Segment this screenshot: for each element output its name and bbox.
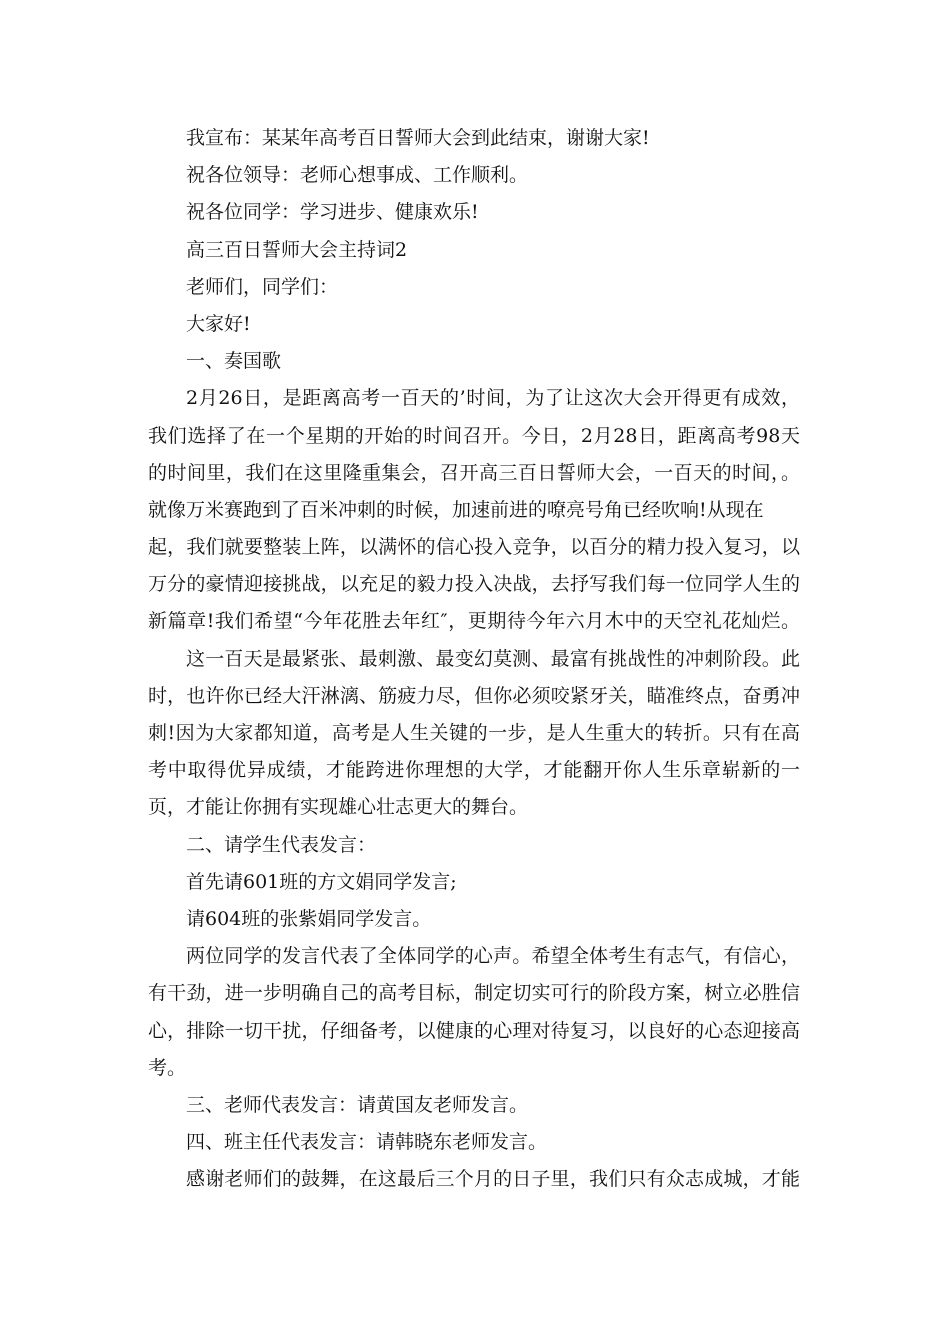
text-line: 二、请学生代表发言： <box>186 833 377 856</box>
text-line: 请604班的张紫娟同学发言。 <box>186 907 432 930</box>
text-line: 考中取得优异成绩，才能跨进你理想的大学，才能翻开你人生乐章崭新的一 <box>148 759 800 782</box>
text-line: 这一百天是最紧张、最刺激、最变幻莫测、最富有挑战性的冲刺阶段。此 <box>186 647 800 670</box>
text-line: 2月26日，是距离高考一百天的’时间，为了让这次大会开得更有成效， <box>186 387 800 410</box>
text-line: 祝各位领导：老师心想事成、工作顺利。 <box>186 164 529 187</box>
text-line: 两位同学的发言代表了全体同学的心声。希望全体考生有志气，有信心， <box>186 945 800 968</box>
text-line: 首先请601班的方文娟同学发言; <box>186 870 457 893</box>
text-line: 起，我们就要整装上阵，以满怀的信心投入竞争，以百分的精力投入复习，以 <box>148 536 800 559</box>
text-line: 有干劲，进一步明确自己的高考目标，制定切实可行的阶段方案，树立必胜信 <box>148 982 800 1005</box>
text-line: 时，也许你已经大汗淋漓、筋疲力尽，但你必须咬紧牙关，瞄准终点，奋勇冲 <box>148 684 800 707</box>
text-line: 我宣布：某某年高考百日誓师大会到此结束，谢谢大家! <box>186 127 650 149</box>
text-line: 四、班主任代表发言：请韩晓东老师发言。 <box>186 1131 548 1154</box>
text-line: 的时间里，我们在这里隆重集会，召开高三百日誓师大会，一百天的时间，。 <box>148 461 800 484</box>
text-line: 老师们，同学们： <box>186 275 339 298</box>
text-line: 三、老师代表发言：请黄国友老师发言。 <box>186 1093 529 1116</box>
text-line: 新篇章!我们希望“今年花胜去年红″，更期待今年六月木中的天空礼花灿烂。 <box>148 610 800 633</box>
text-line: 感谢老师们的鼓舞，在这最后三个月的日子里，我们只有众志成城，才能 <box>186 1168 800 1191</box>
text-line: 就像万米赛跑到了百米冲刺的时候，加速前进的嘹亮号角已经吹响!从现在 <box>148 498 764 521</box>
text-line: 大家好! <box>186 312 251 335</box>
text-line: 刺!因为大家都知道，高考是人生关键的一步，是人生重大的转折。只有在高 <box>148 722 800 744</box>
text-line: 祝各位同学：学习进步、健康欢乐! <box>186 201 479 224</box>
text-line: 一、奏国歌 <box>186 350 282 373</box>
text-line: 页，才能让你拥有实现雄心壮志更大的舞台。 <box>148 796 529 819</box>
text-line: 万分的豪情迎接挑战，以充足的毅力投入决战，去抒写我们每一位同学人生的 <box>148 573 800 596</box>
document-page <box>148 120 800 1198</box>
text-line: 考。 <box>148 1056 187 1079</box>
text-line: 高三百日誓师大会主持词2 <box>186 238 408 261</box>
text-line: 我们选择了在一个星期的开始的时间召开。今日，2月28日，距离高考98天 <box>148 424 800 447</box>
text-line: 心，排除一切干扰，仔细备考，以健康的心理对待复习，以良好的心态迎接高 <box>148 1019 800 1042</box>
